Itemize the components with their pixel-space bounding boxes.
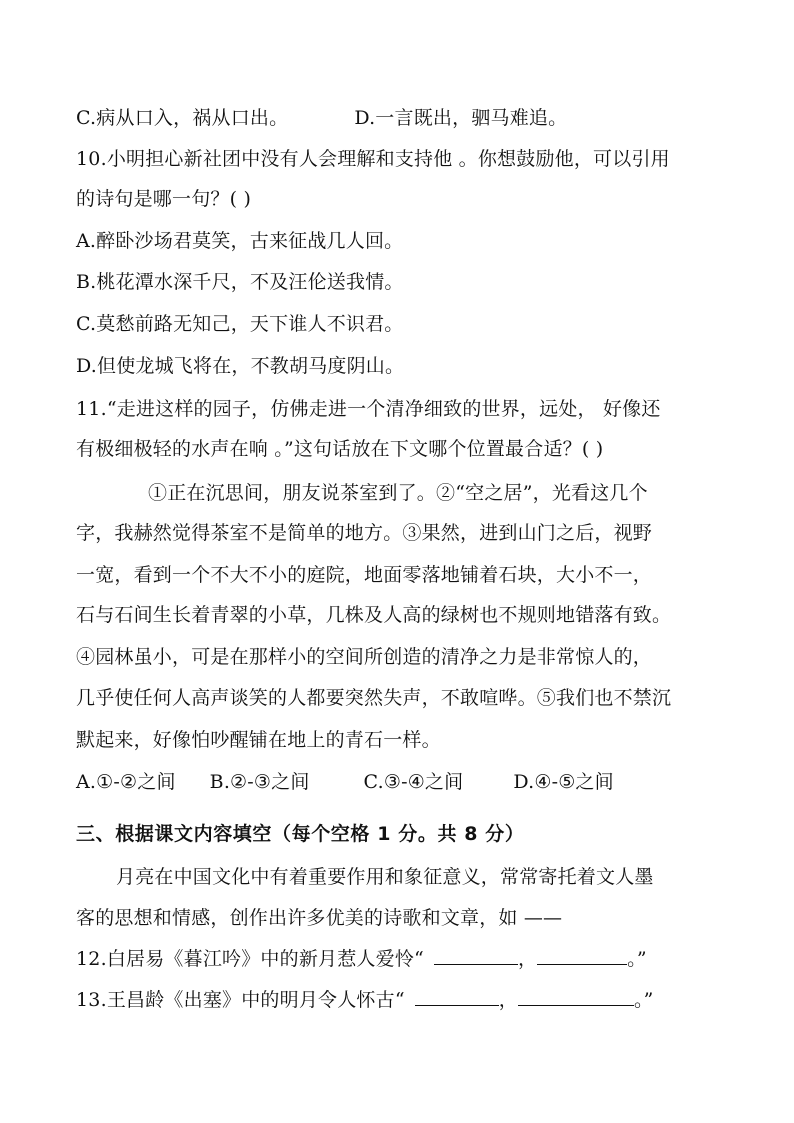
q11-option-b: B.②-③之间 <box>209 771 310 793</box>
item12-suffix: 。” <box>627 948 647 970</box>
q11-stem-line2: 有极细极轻的水声在响 。”这句话放在下文哪个位置最合适？( ) <box>76 438 604 460</box>
q10-option-c: C.莫愁前路无知己，天下谁人不识君。 <box>76 313 404 335</box>
q11-passage-line: 一宽，看到一个不大不小的庭院，地面零落地铺着石块，大小不一， <box>76 564 653 586</box>
q10-stem-line1: 10.小明担心新社团中没有人会理解和支持他 。你想鼓励他，可以引用 <box>76 148 670 170</box>
item12-line <box>76 947 726 971</box>
item12-blank-1[interactable] <box>434 948 518 965</box>
item13-line <box>76 988 726 1012</box>
item13-blank-2[interactable] <box>518 989 634 1006</box>
item13-separator: ， <box>498 989 518 1011</box>
section3-intro-line2: 客的思想和情感，创作出许多优美的诗歌和文章，如 —— <box>76 907 563 929</box>
section3-heading: 三、根据课文内容填空（每个空格 1 分。共 8 分） <box>76 823 525 845</box>
q11-passage-line: 几乎使任何人高声谈笑的人都要突然失声，不敢喧哗。⑤我们也不禁沉 <box>76 687 672 709</box>
q11-passage-line: 默起来，好像怕吵醒铺在地上的青石一样。 <box>76 729 441 751</box>
q11-passage-line: 字，我赫然觉得茶室不是简单的地方。③果然，进到山门之后，视野 <box>76 522 653 544</box>
q10-option-d: D.但使龙城飞将在，不教胡马度阴山。 <box>76 355 405 377</box>
q11-options-row <box>76 770 726 794</box>
q9-option-c: C.病从口入，祸从口出。 <box>76 107 289 129</box>
q10-option-b: B.桃花潭水深千尺，不及汪伦送我情。 <box>76 271 404 293</box>
q9-options-cd <box>76 106 726 130</box>
q11-option-d: D.④-⑤之间 <box>513 771 614 793</box>
item13-blank-1[interactable] <box>415 989 499 1006</box>
item12-separator: ， <box>517 948 538 970</box>
item12-blank-2[interactable] <box>537 948 627 965</box>
section3-intro-line1: 月亮在中国文化中有着重要作用和象征意义，常常寄托着文人墨 <box>116 866 654 888</box>
q11-option-a: A.①-②之间 <box>76 771 176 793</box>
q10-option-a: A.醉卧沙场君莫笑，古来征战几人回。 <box>76 230 404 252</box>
item13-prefix: 13.王昌龄《出塞》中的明月令人怀古“ <box>76 989 405 1011</box>
q11-passage-line: 石与石间生长着青翠的小草，几株及人高的绿树也不规则地错落有致。 <box>76 604 672 626</box>
q11-passage-line: ①正在沉思间，朋友说茶室到了。②“空之居”，光看这几个 <box>148 482 648 504</box>
q10-stem-line2: 的诗句是哪一句？( ) <box>76 188 252 210</box>
q11-passage-line: ④园林虽小，可是在那样小的空间所创造的清净之力是非常惊人的， <box>76 646 653 668</box>
item13-suffix: 。” <box>633 989 654 1011</box>
q11-stem-line1: 11.“走进这样的园子，仿佛走进一个清净细致的世界，远处， 好像还 <box>76 398 661 420</box>
q9-option-d: D.一言既出，驷马难追。 <box>354 107 568 129</box>
item12-prefix: 12.白居易《暮江吟》中的新月惹人爱怜“ <box>76 948 424 970</box>
q11-option-c: C.③-④之间 <box>363 771 464 793</box>
